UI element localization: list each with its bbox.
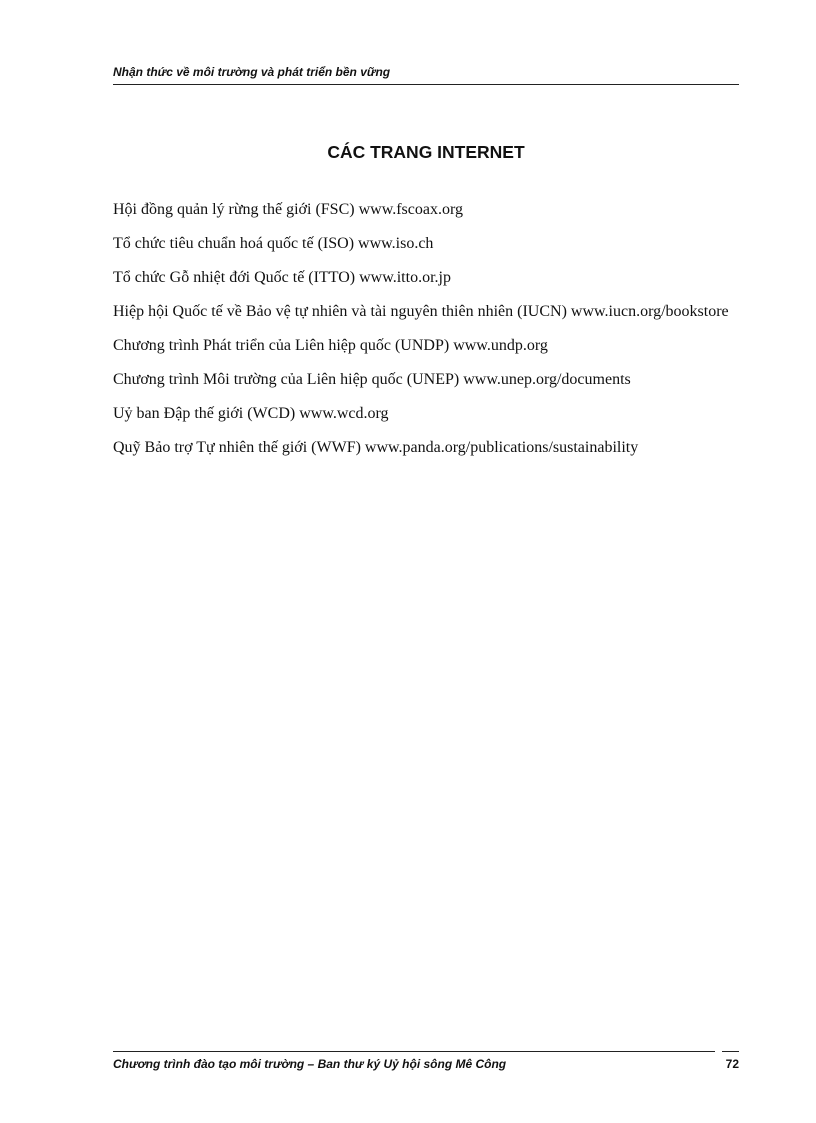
link-org: Chương trình Môi trường của Liên hiệp quốc (UNEP) — [113, 371, 460, 388]
running-header-title: Nhận thức về môi trường và phát triển bền vững — [113, 65, 391, 79]
running-header — [113, 64, 739, 85]
link-item-iso — [113, 234, 739, 254]
link-org: Chương trình Phát triển của Liên hiệp quốc (UNDP) — [113, 337, 450, 354]
internet-links-list — [113, 200, 739, 472]
link-item-wcd — [113, 404, 739, 424]
link-url[interactable]: www.undp.org — [453, 337, 548, 354]
link-org: Hội đồng quản lý rừng thế giới (FSC) — [113, 201, 355, 218]
link-org: Quỹ Bảo trợ Tự nhiên thế giới (WWF) — [113, 439, 361, 456]
link-url[interactable]: www.wcd.org — [299, 405, 389, 422]
link-item-unep — [113, 370, 739, 390]
link-item-wwf — [113, 438, 739, 458]
page-title: CÁC TRANG INTERNET — [327, 142, 525, 162]
link-org: Uỷ ban Đập thế giới (WCD) — [113, 405, 296, 422]
link-org: Tổ chức tiêu chuẩn hoá quốc tế (ISO) — [113, 235, 355, 252]
link-org: Tổ chức Gỗ nhiệt đới Quốc tế (ITTO) — [113, 269, 356, 286]
link-url[interactable]: www.unep.org/documents — [463, 371, 631, 388]
link-url[interactable]: www.iso.ch — [358, 235, 434, 252]
link-item-undp — [113, 336, 739, 356]
page-number: 72 — [725, 1057, 739, 1071]
link-url[interactable]: www.fscoax.org — [358, 201, 463, 218]
footer-divider-short — [722, 1051, 739, 1052]
running-footer: Chương trình đào tạo môi trường – Ban thư ký Uỷ hội sông Mê Công — [113, 1057, 507, 1071]
link-item-iucn — [113, 302, 739, 322]
link-item-itto — [113, 268, 739, 288]
footer-divider — [113, 1051, 715, 1052]
link-url[interactable]: www.itto.or.jp — [359, 269, 451, 286]
link-url[interactable]: www.iucn.org/bookstore — [570, 303, 729, 320]
link-org: Hiệp hội Quốc tế về Bảo vệ tự nhiên và tài nguyên thiên nhiên (IUCN) — [113, 303, 567, 320]
link-item-fsc — [113, 200, 739, 220]
link-url[interactable]: www.panda.org/publications/sustainability — [364, 439, 639, 456]
